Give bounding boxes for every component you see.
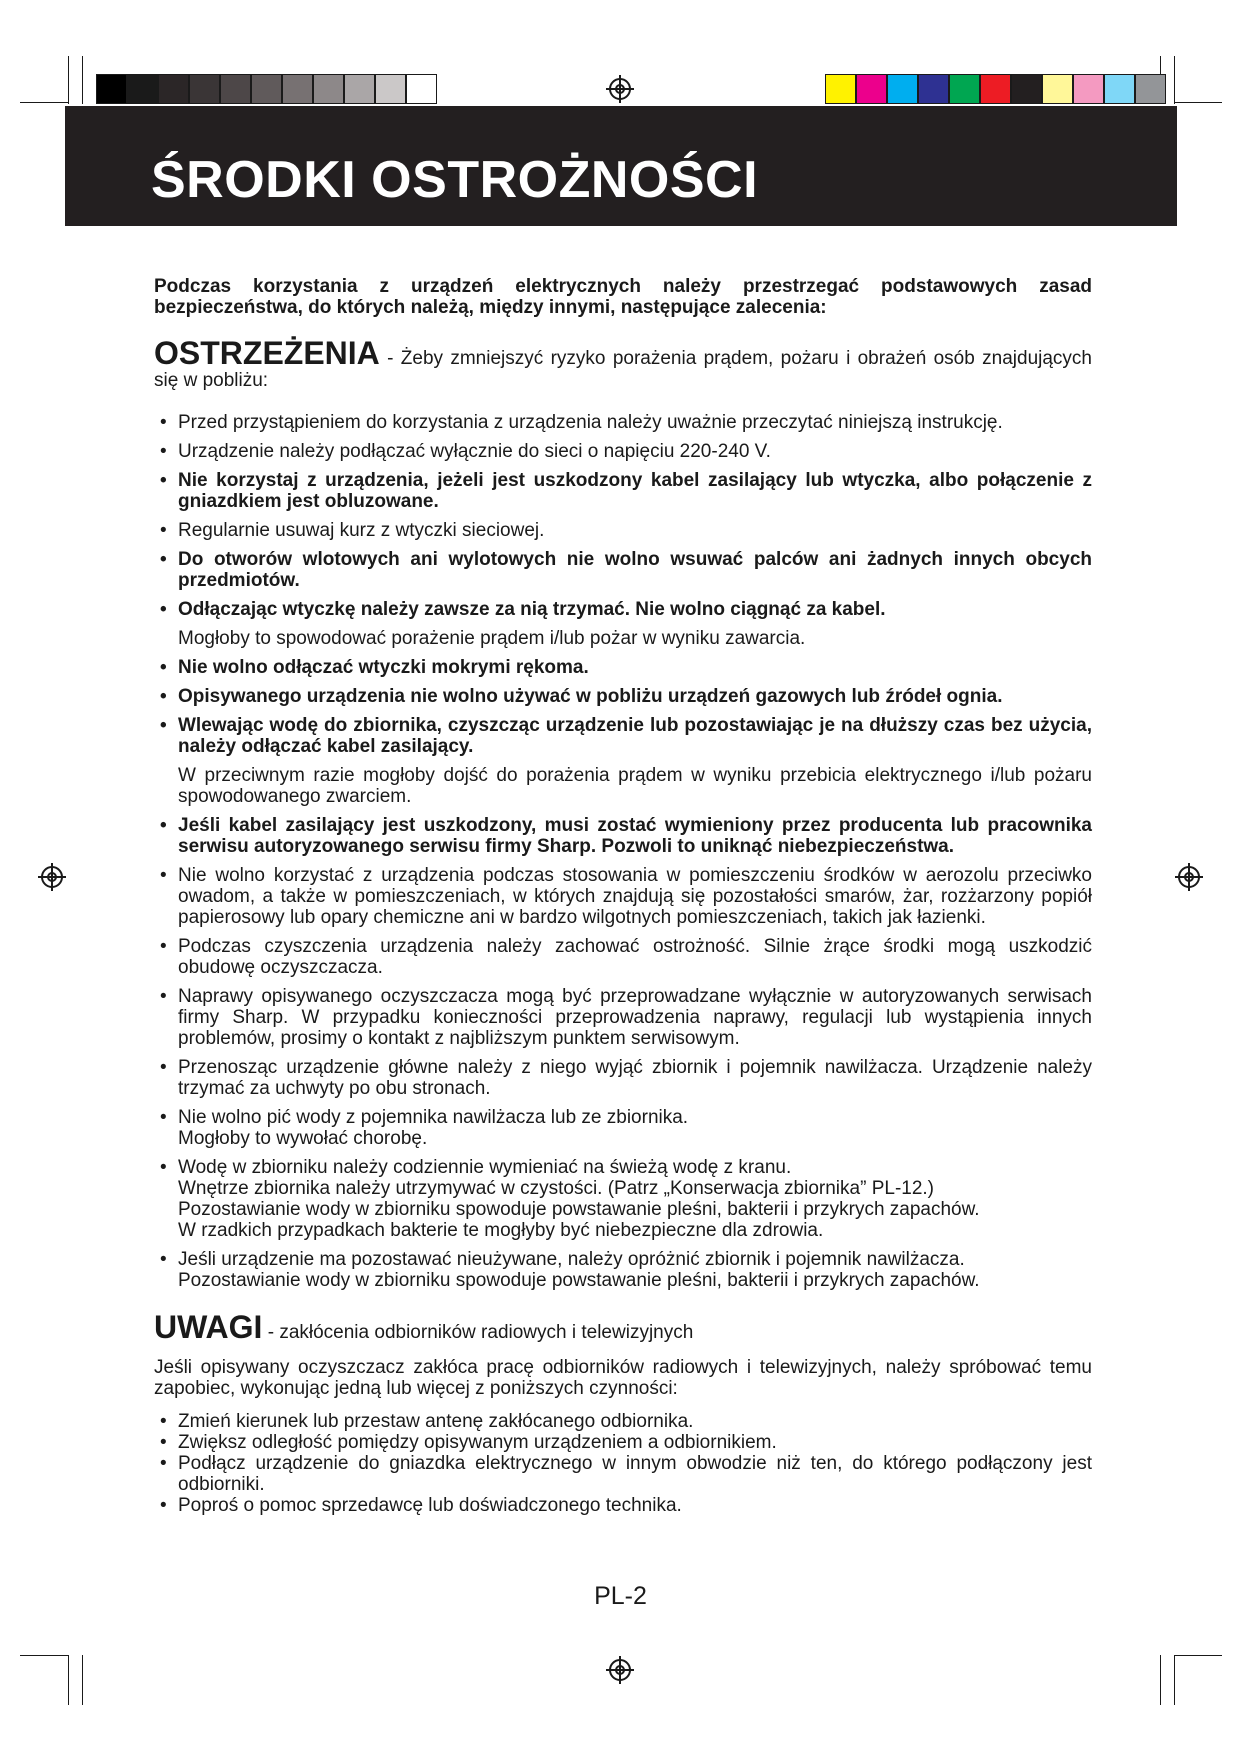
warning-item bbox=[154, 520, 1092, 541]
bullet-icon: • bbox=[160, 1495, 167, 1516]
crop-mark bbox=[1174, 1655, 1175, 1705]
registration-mark-icon bbox=[41, 866, 63, 888]
notes-item-text: Zmień kierunek lub przestaw antenę zakłócanego odbiornika. bbox=[178, 1411, 694, 1432]
color-swatch bbox=[980, 74, 1011, 104]
color-swatch bbox=[313, 74, 344, 104]
bullet-icon: • bbox=[160, 1157, 167, 1178]
registration-mark-icon bbox=[1178, 866, 1200, 888]
warning-text: Opisywanego urządzenia nie wolno używać w pobliżu urządzeń gazowych lub źródeł ognia. bbox=[178, 686, 1003, 707]
warning-item bbox=[154, 657, 1092, 678]
bullet-icon: • bbox=[160, 657, 167, 678]
color-swatch bbox=[1042, 74, 1073, 104]
color-swatch bbox=[1135, 74, 1166, 104]
title-bar bbox=[65, 106, 1177, 226]
crop-mark bbox=[1174, 1655, 1222, 1656]
warning-note: Mogłoby to spowodować porażenie prądem i/lub pożar w wyniku zawarcia. bbox=[178, 628, 806, 649]
crop-mark bbox=[1174, 56, 1175, 104]
color-swatch bbox=[220, 74, 251, 104]
warning-text-line: Mogłoby to wywołać chorobę. bbox=[178, 1128, 428, 1149]
warning-text: Jeśli kabel zasilający jest uszkodzony, musi zostać wymieniony przez producenta lub pracownika serwisu autoryzowanego serwisu firmy Sharp. Pozwoli to uniknąć niebezpieczeństwa. bbox=[178, 815, 1092, 857]
notes-list bbox=[154, 1411, 1092, 1516]
warning-text: Nie korzystaj z urządzenia, jeżeli jest uszkodzony kabel zasilający lub wtyczka, albo połączenie z gniazdkiem jest obluzowane. bbox=[178, 470, 1092, 512]
crop-mark bbox=[20, 102, 68, 103]
color-swatch bbox=[918, 74, 949, 104]
color-swatch bbox=[282, 74, 313, 104]
crop-mark bbox=[82, 1655, 83, 1705]
warning-text-line: Wnętrze zbiornika należy utrzymywać w czystości. (Patrz „Konserwacja zbiornika” PL-12.) bbox=[178, 1178, 935, 1199]
warning-item bbox=[154, 1157, 1092, 1241]
warning-note: W przeciwnym razie mogłoby dojść do porażenia prądem w wyniku przebicia elektrycznego i/lub pożaru spowodowanego zwarciem. bbox=[178, 765, 1092, 807]
crop-mark bbox=[68, 1655, 69, 1705]
bullet-icon: • bbox=[160, 986, 167, 1007]
color-swatch bbox=[127, 74, 158, 104]
color-swatch bbox=[949, 74, 980, 104]
notes-item bbox=[154, 1453, 1092, 1495]
main-content bbox=[154, 276, 1092, 1516]
notes-item bbox=[154, 1411, 1092, 1432]
bullet-icon: • bbox=[160, 936, 167, 957]
warning-text: Odłączając wtyczkę należy zawsze za nią trzymać. Nie wolno ciągnąć za kabel. bbox=[178, 599, 886, 620]
warning-text: Podczas czyszczenia urządzenia należy zachować ostrożność. Silnie żrące środki mogą uszkodzić obudowę oczyszczacza. bbox=[178, 936, 1092, 978]
page-number: PL-2 bbox=[594, 1582, 647, 1610]
bullet-icon: • bbox=[160, 686, 167, 707]
color-swatch bbox=[856, 74, 887, 104]
grayscale-color-bar bbox=[96, 74, 437, 104]
process-color-bar bbox=[825, 74, 1166, 104]
color-swatch bbox=[344, 74, 375, 104]
warning-item bbox=[154, 936, 1092, 978]
bullet-icon: • bbox=[160, 1057, 167, 1078]
color-swatch bbox=[1011, 74, 1042, 104]
crop-mark bbox=[1174, 102, 1222, 103]
bullet-icon: • bbox=[160, 470, 167, 491]
warning-item bbox=[154, 865, 1092, 928]
bullet-icon: • bbox=[160, 1411, 167, 1432]
warning-text-line: Pozostawianie wody w zbiorniku spowoduje powstawanie pleśni, bakterii i przykrych zapachów. bbox=[178, 1270, 980, 1291]
bullet-icon: • bbox=[160, 815, 167, 836]
warning-text: Wodę w zbiorniku należy codziennie wymieniać na świeżą wodę z kranu. bbox=[178, 1157, 792, 1178]
bullet-icon: • bbox=[160, 599, 167, 620]
bullet-icon: • bbox=[160, 1453, 167, 1474]
crop-mark bbox=[20, 1655, 68, 1656]
notes-heading: UWAGI bbox=[154, 1309, 263, 1345]
warnings-list bbox=[154, 412, 1092, 1291]
warning-text: Nie wolno odłączać wtyczki mokrymi rękoma. bbox=[178, 657, 589, 678]
color-swatch bbox=[1073, 74, 1104, 104]
notes-item-text: Podłącz urządzenie do gniazdka elektrycznego w innym obwodzie niż ten, do którego podłączony jest odbiorniki. bbox=[178, 1453, 1092, 1495]
bullet-icon: • bbox=[160, 441, 167, 462]
warning-item bbox=[154, 599, 1092, 620]
bullet-icon: • bbox=[160, 1432, 167, 1453]
page-title: ŚRODKI OSTROŻNOŚCI bbox=[151, 151, 759, 209]
warning-item bbox=[154, 549, 1092, 591]
color-swatch bbox=[158, 74, 189, 104]
warning-text-line: Pozostawianie wody w zbiorniku spowoduje powstawanie pleśni, bakterii i przykrych zapachów. bbox=[178, 1199, 980, 1220]
warning-text: Urządzenie należy podłączać wyłącznie do sieci o napięciu 220-240 V. bbox=[178, 441, 771, 462]
warning-text: Jeśli urządzenie ma pozostawać nieużywane, należy opróżnić zbiornik i pojemnik nawilżacza. bbox=[178, 1249, 965, 1270]
warning-item bbox=[154, 1249, 1092, 1291]
color-swatch bbox=[406, 74, 437, 104]
warning-item bbox=[154, 441, 1092, 462]
warning-item bbox=[154, 1107, 1092, 1149]
bullet-icon: • bbox=[160, 715, 167, 736]
warnings-heading: OSTRZEŻENIA bbox=[154, 335, 380, 371]
crop-mark bbox=[68, 56, 69, 104]
warning-item bbox=[154, 986, 1092, 1049]
color-swatch bbox=[825, 74, 856, 104]
bullet-icon: • bbox=[160, 1107, 167, 1128]
bullet-icon: • bbox=[160, 412, 167, 433]
color-swatch bbox=[1104, 74, 1135, 104]
warning-item bbox=[154, 715, 1092, 757]
registration-mark-icon bbox=[609, 78, 631, 100]
color-swatch bbox=[96, 74, 127, 104]
warning-item bbox=[154, 815, 1092, 857]
notes-item bbox=[154, 1495, 1092, 1516]
intro-text: Podczas korzystania z urządzeń elektrycznych należy przestrzegać podstawowych zasad bezpieczeństwa, do których należą, między innymi, następujące zalecenia: bbox=[154, 276, 1092, 318]
notes-item-text: Poproś o pomoc sprzedawcę lub doświadczonego technika. bbox=[178, 1495, 682, 1516]
crop-mark bbox=[82, 56, 83, 104]
warning-text: Przenosząc urządzenie główne należy z niego wyjąć zbiornik i pojemnik nawilżacza. Urządzenie należy trzymać za uchwyty po obu stronach. bbox=[178, 1057, 1092, 1099]
color-swatch bbox=[251, 74, 282, 104]
warnings-header bbox=[154, 336, 1092, 392]
warning-text: Przed przystąpieniem do korzystania z urządzenia należy uważnie przeczytać niniejszą instrukcję. bbox=[178, 412, 1003, 433]
notes-header bbox=[154, 1309, 1092, 1345]
notes-item bbox=[154, 1432, 1092, 1453]
notes-item-text: Zwiększ odległość pomiędzy opisywanym urządzeniem a odbiornikiem. bbox=[178, 1432, 777, 1453]
warning-item bbox=[154, 412, 1092, 433]
registration-mark-icon bbox=[609, 1659, 631, 1681]
crop-mark bbox=[1160, 1655, 1161, 1705]
color-swatch bbox=[375, 74, 406, 104]
warning-text-line: W rzadkich przypadkach bakterie te mogłyby być niebezpieczne dla zdrowia. bbox=[178, 1220, 824, 1241]
warning-text: Nie wolno korzystać z urządzenia podczas stosowania w pomieszczeniu środków w aerozolu przeciwko owadom, a także w pomieszczeniach, w których znajdują się pozostałości smarów, żar, rozżarzony popiół papierosowy lub opary chemiczne ani w bardzo wilgotnych pomieszczeniach, takich jak łazienki. bbox=[178, 865, 1092, 928]
bullet-icon: • bbox=[160, 549, 167, 570]
notes-subtitle: - zakłócenia odbiorników radiowych i telewizyjnych bbox=[262, 1322, 694, 1343]
warning-item bbox=[154, 1057, 1092, 1099]
color-swatch bbox=[887, 74, 918, 104]
bullet-icon: • bbox=[160, 1249, 167, 1270]
warning-item bbox=[154, 470, 1092, 512]
notes-paragraph: Jeśli opisywany oczyszczacz zakłóca pracę odbiorników radiowych i telewizyjnych, należy spróbować temu zapobiec, wykonując jedną lub więcej z poniższych czynności: bbox=[154, 1357, 1092, 1399]
color-swatch bbox=[189, 74, 220, 104]
warning-text: Naprawy opisywanego oczyszczacza mogą być przeprowadzane wyłącznie w autoryzowanych serwisach firmy Sharp. W przypadku konieczności przeprowadzenia naprawy, regulacji lub wystąpienia innych problemów, prosimy o kontakt z najbliższym punktem serwisowym. bbox=[178, 986, 1092, 1049]
warning-text: Wlewając wodę do zbiornika, czyszcząc urządzenie lub pozostawiając je na dłuższy czas bez użycia, należy odłączać kabel zasilający. bbox=[178, 715, 1092, 757]
bullet-icon: • bbox=[160, 865, 167, 886]
bullet-icon: • bbox=[160, 520, 167, 541]
warning-item bbox=[154, 686, 1092, 707]
warning-text: Regularnie usuwaj kurz z wtyczki sieciowej. bbox=[178, 520, 545, 541]
warnings-subtitle: - Żeby zmniejszyć ryzyko porażenia prądem, pożaru i obrażeń osób znajdujących się w pobliżu: bbox=[154, 348, 1092, 391]
warning-text: Nie wolno pić wody z pojemnika nawilżacza lub ze zbiornika. bbox=[178, 1107, 689, 1128]
warning-text: Do otworów wlotowych ani wylotowych nie wolno wsuwać palców ani żadnych innych obcych przedmiotów. bbox=[178, 549, 1092, 591]
